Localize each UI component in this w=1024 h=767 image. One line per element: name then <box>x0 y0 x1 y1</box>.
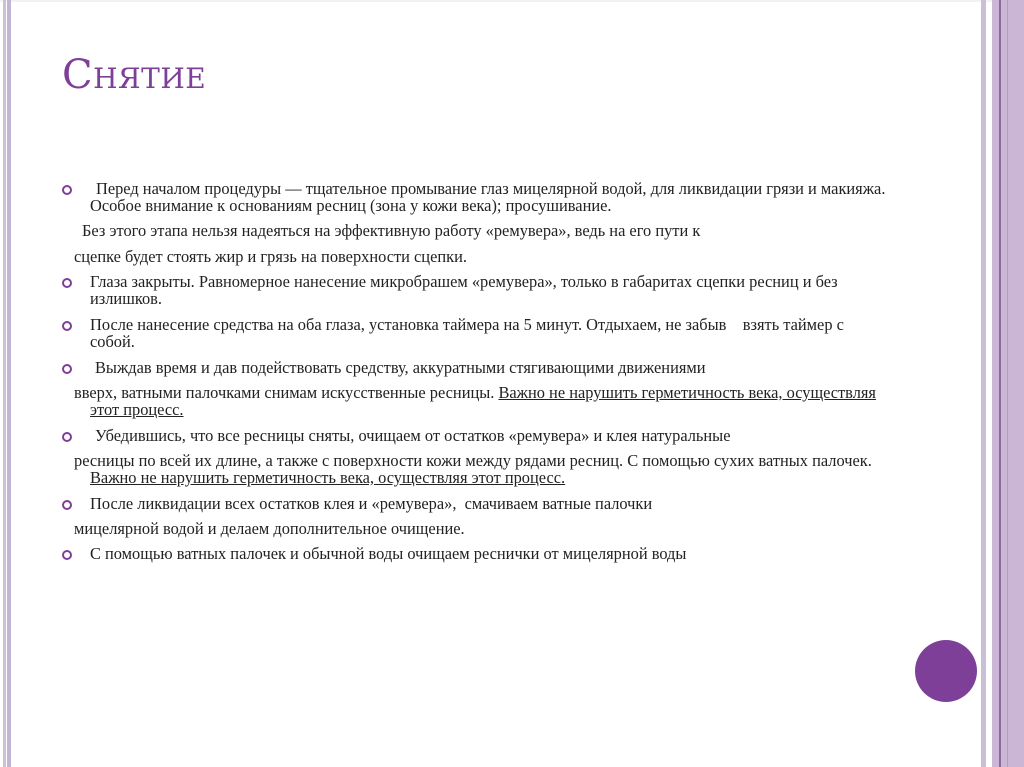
list-item <box>60 427 890 444</box>
list-item-text: Без этого этапа нельзя надеяться на эффективную работу «ремувера», ведь на его пути к <box>82 221 701 240</box>
list-item <box>60 273 890 307</box>
list-item-text: Убедившись, что все ресницы сняты, очищаем от остатков «ремувера» и клея натуральные <box>95 426 731 445</box>
decorative-circle <box>915 640 977 702</box>
important-note: Важно не нарушить герметичность века, осуществляя этот процесс. <box>90 468 566 487</box>
list-item-text: ресницы по всей их длине, а также с поверхности кожи между рядами ресниц. С помощью сухих ватных палочек. <box>74 451 880 470</box>
left-border-stripe <box>7 0 11 767</box>
slide-title: Снятие <box>62 52 207 98</box>
top-border <box>0 0 1024 2</box>
circle-bullet-icon <box>62 500 72 510</box>
list-continuation <box>60 248 890 265</box>
list-item <box>60 495 890 512</box>
list-item-text: мицелярной водой и делаем дополнительное очищение. <box>74 519 465 538</box>
list-item-text: сцепке будет стоять жир и грязь на поверхности сцепки. <box>74 247 467 266</box>
list-continuation <box>60 452 890 486</box>
list-item-text: С помощью ватных палочек и обычной воды очищаем реснички от мицелярной воды <box>90 544 687 563</box>
circle-bullet-icon <box>62 185 72 195</box>
circle-bullet-icon <box>62 432 72 442</box>
slide-body <box>60 180 890 571</box>
right-border-line <box>1007 0 1008 767</box>
list-item-text: После нанесение средства на оба глаза, установка таймера на 5 минут. Отдыхаем, не забыв взять таймер с собой. <box>90 315 849 351</box>
circle-bullet-icon <box>62 278 72 288</box>
list-item-text: Глаза закрыты. Равномерное нанесение микробрашем «ремувера», только в габаритах сцепки ресниц и без излишков. <box>90 272 838 308</box>
list-item <box>60 316 890 350</box>
list-item-text: Выждав время и дав подействовать средству, аккуратными стягивающими движениями <box>95 358 706 377</box>
circle-bullet-icon <box>62 550 72 560</box>
list-continuation <box>60 384 890 418</box>
list-item-text: После ликвидации всех остатков клея и «ремувера», смачиваем ватные палочки <box>90 494 653 513</box>
list-item-text: Перед началом процедуры — тщательное промывание глаз мицелярной водой, для ликвидации грязи и макияжа. Особое внимание к основаниям ресниц (зона у кожи века); просушивание. <box>90 179 886 215</box>
left-border-stripe <box>3 0 6 767</box>
right-border-stripe <box>981 0 986 767</box>
list-item <box>60 180 890 214</box>
list-continuation <box>60 222 890 239</box>
circle-bullet-icon <box>62 321 72 331</box>
right-border-line <box>999 0 1001 767</box>
circle-bullet-icon <box>62 364 72 374</box>
list-continuation <box>60 520 890 537</box>
list-item-text: вверх, ватными палочками снимам искусственные ресницы. <box>74 383 499 402</box>
right-border-band <box>992 0 1024 767</box>
important-note: Важно не нарушить герметичность века, осуществляя этот процесс. <box>90 383 876 419</box>
list-item <box>60 359 890 376</box>
list-item <box>60 545 890 562</box>
